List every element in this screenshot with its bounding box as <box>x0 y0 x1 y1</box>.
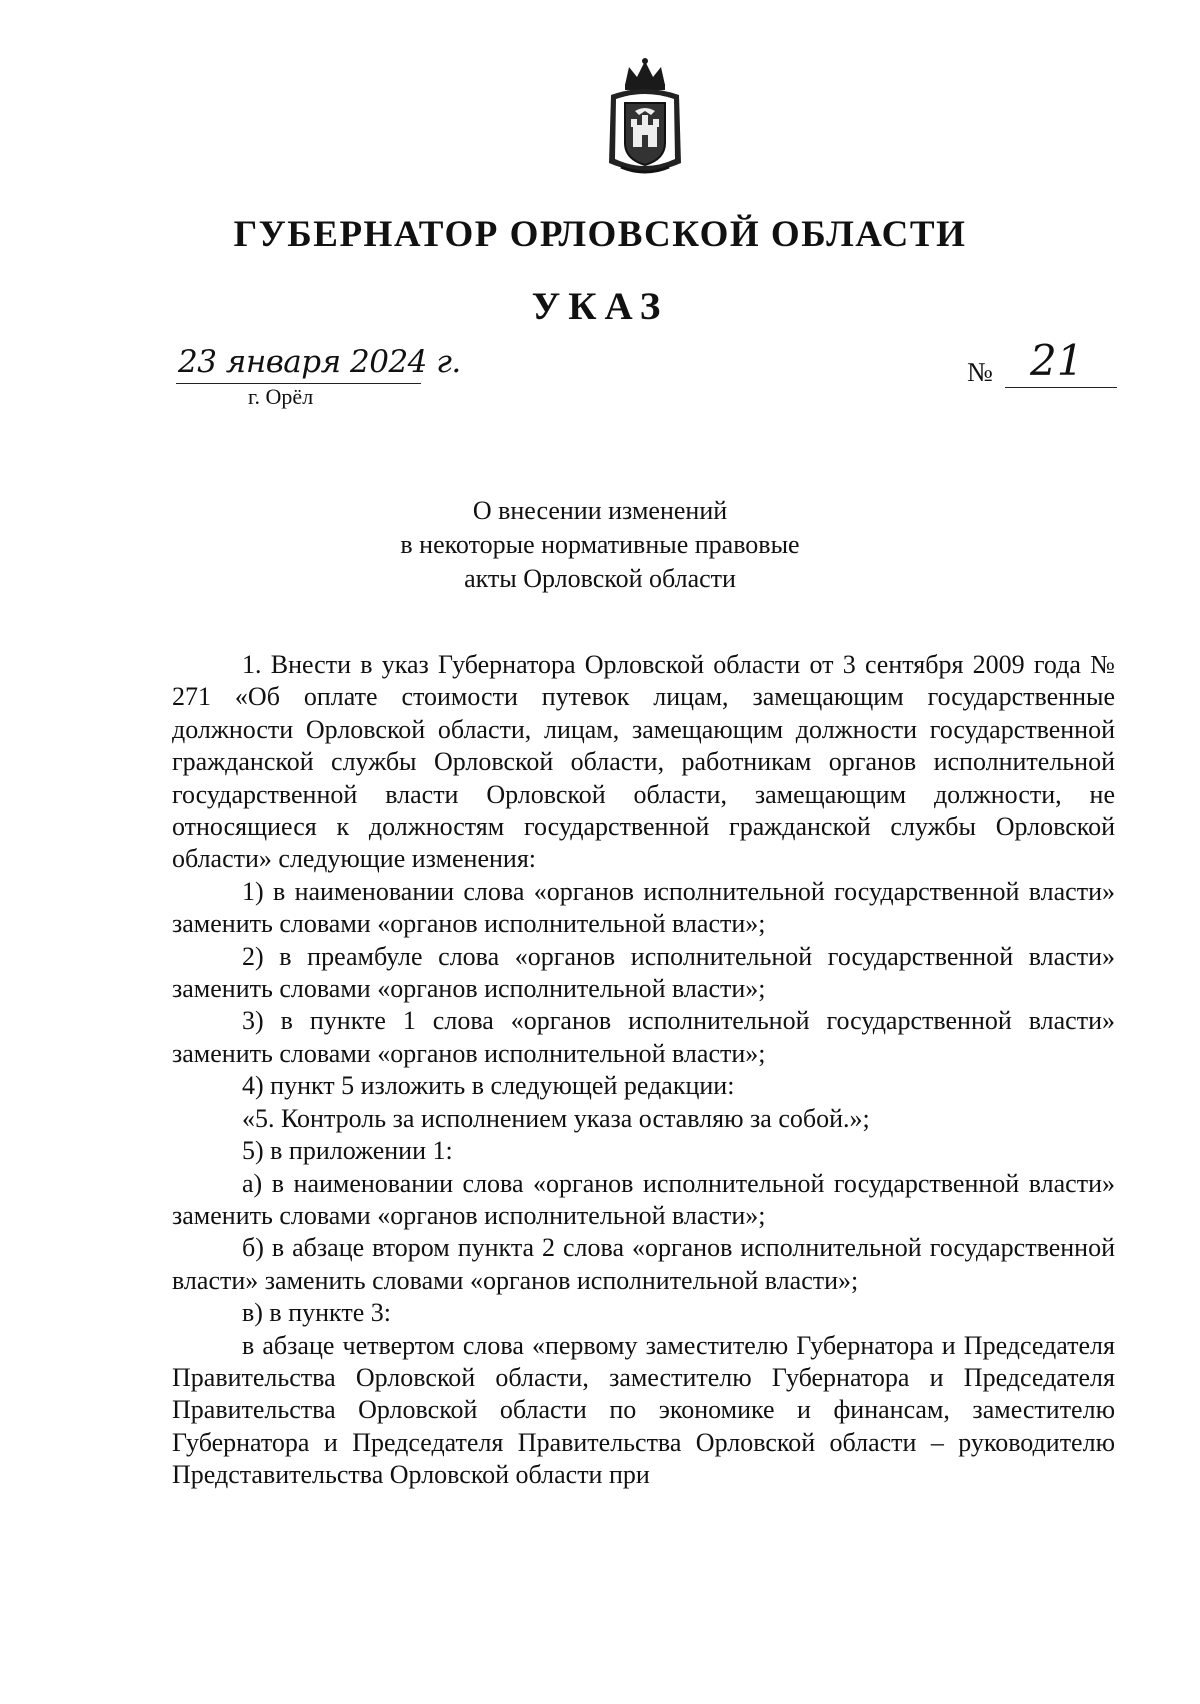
authority-title: ГУБЕРНАТОР ОРЛОВСКОЙ ОБЛАСТИ <box>233 214 967 255</box>
body-paragraph: а) в наименовании слова «органов исполнительной государственной власти» заменить словами «органов исполнительной власти»; <box>172 1168 1115 1230</box>
subject-line: в некоторые нормативные правовые <box>400 530 800 559</box>
handwritten-date: 23 января 2024 г. <box>178 344 461 380</box>
body-paragraph: 1. Внести в указ Губернатора Орловской области от 3 сентября 2009 года № 271 «Об оплате стоимости путевок лицам, замещающим государственные должности Орловской области, лицам, замещающим должности государственной гражданской службы Орловской области, работникам органов исполнительной государственной власти Орловской области, замещающим должности, не относящиеся к должностям государственной гражданской службы Орловской области» следующие изменения: <box>172 650 1115 874</box>
number-sign: № <box>967 357 993 387</box>
body-paragraph: «5. Контроль за исполнением указа оставляю за собой.»; <box>242 1103 870 1133</box>
body-paragraph: 1) в наименовании слова «органов исполнительной государственной власти» заменить словами «органов исполнительной власти»; <box>172 876 1115 939</box>
body-paragraph: в) в пункте 3: <box>242 1298 391 1328</box>
document-type: УКАЗ <box>531 285 669 328</box>
city-label: г. Орёл <box>248 384 314 409</box>
handwritten-number: 21 <box>1030 336 1084 385</box>
subject-line: О внесении изменений <box>472 496 728 525</box>
body-paragraph: 4) пункт 5 изложить в следующей редакции: <box>242 1071 735 1101</box>
document-subject <box>0 494 1200 596</box>
coat-of-arms-icon <box>603 55 687 180</box>
body-paragraph: 3) в пункте 1 слова «органов исполнительной государственной власти» заменить словами «органов исполнительной власти»; <box>172 1006 1115 1068</box>
subject-line: акты Орловской области <box>464 564 736 593</box>
document-body <box>172 649 1115 1492</box>
body-paragraph: 5) в приложении 1: <box>242 1136 453 1166</box>
body-paragraph: 2) в преамбуле слова «органов исполнительной государственной власти» заменить словами «органов исполнительной власти»; <box>172 941 1115 1004</box>
body-paragraph: в абзаце четвертом слова «первому заместителю Губернатора и Председателя Правительства Орловской области, заместителю Губернатора и Председателя Правительства Орловской области по экономике и финансам, заместителю Губернатора и Председателя Правительства Орловской области – руководителю Представительства Орловской области при <box>172 1330 1115 1490</box>
body-paragraph: б) в абзаце втором пункта 2 слова «органов исполнительной государственной власти» заменить словами «органов исполнительной власти»; <box>172 1233 1115 1295</box>
